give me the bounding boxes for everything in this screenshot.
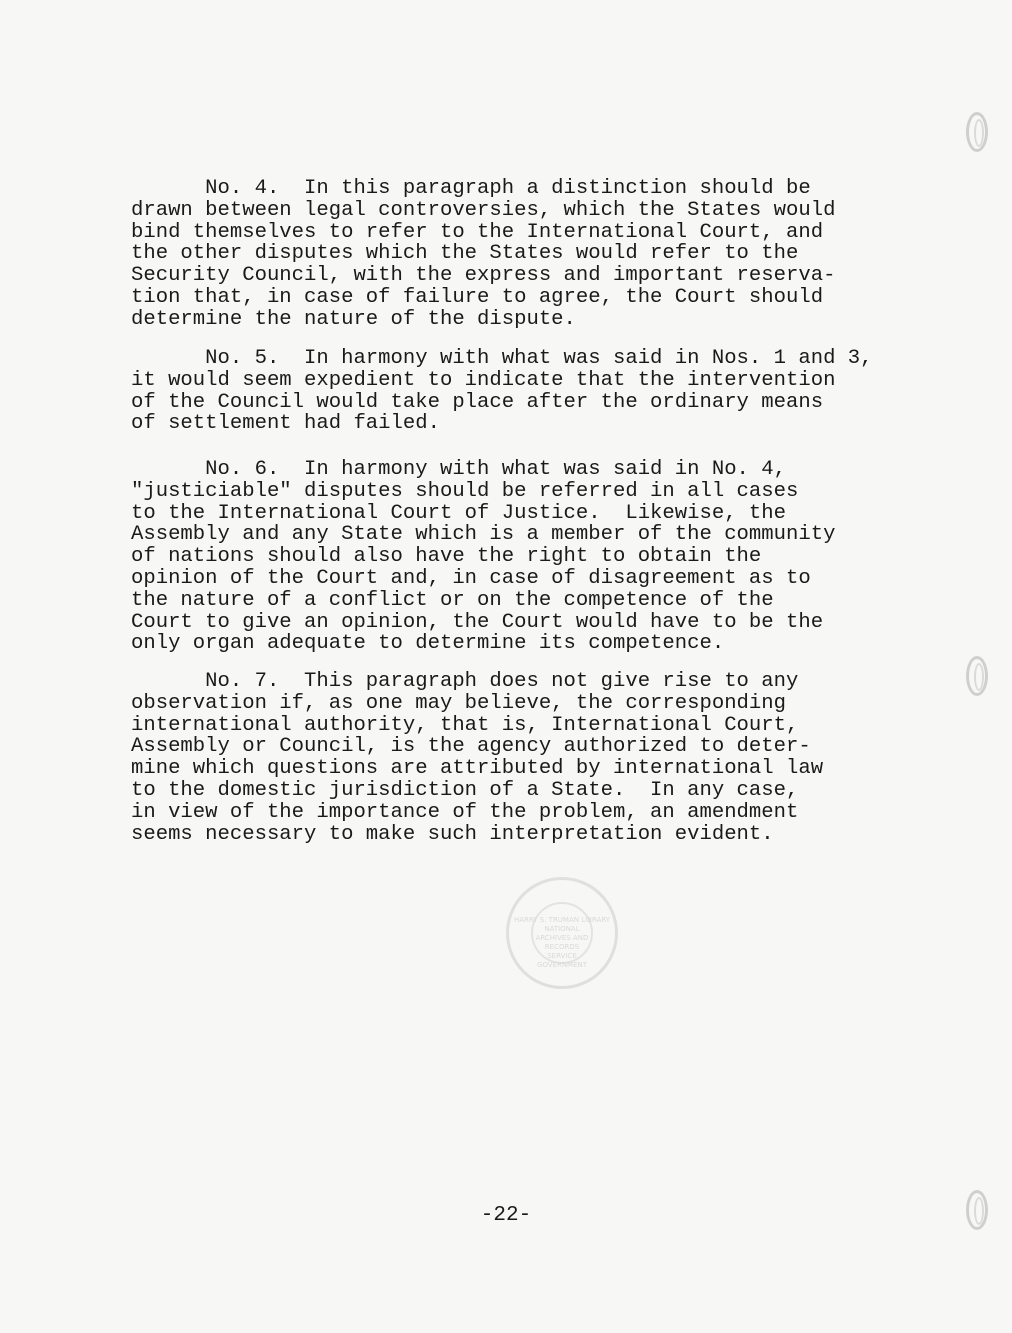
paragraph-no-4: No. 4. In this paragraph a distinction should be drawn between legal controversies, which the States would bind themselves to refer to the International Court, and the other disputes which the States would refer to the Security Council, with the express and important reserva- tion that, in case of failure to agree, the Court should determine the nature of the dispute. xyxy=(131,177,836,331)
stamp-text: HARRY S. TRUMAN LIBRARY NATIONAL ARCHIVES AND RECORDS SERVICE GOVERNMENT xyxy=(513,916,611,969)
punch-hole-icon xyxy=(966,112,988,152)
paragraph-no-7: No. 7. This paragraph does not give rise to any observation if, as one may believe, the corresponding international authority, that is, International Court, Assembly or Council, is the agency authorized to deter- mine which questions are attributed by international law to the domestic jurisdiction of a State. In any case, in view of the importance of the problem, an amendment seems necessary to make such interpretation evident. xyxy=(131,670,824,846)
paragraph-no-5: No. 5. In harmony with what was said in Nos. 1 and 3, it would seem expedient to indicate that the intervention of the Council would take place after the ordinary means of settlement had failed. xyxy=(131,347,873,436)
punch-hole-icon xyxy=(966,656,988,696)
page-number: -22- xyxy=(480,1204,532,1227)
paragraph-no-6: No. 6. In harmony with what was said in No. 4, "justiciable" disputes should be referred in all cases to the International Court of Justice. Likewise, the Assembly and any State which is a member of the community of nations should also have the right to obtain the opinion of the Court and, in case of disagreement as to the nature of a conflict or on the competence of the Court to give an opinion, the Court would have to be the only organ adequate to determine its competence. xyxy=(131,458,836,656)
library-stamp-icon xyxy=(506,877,618,989)
